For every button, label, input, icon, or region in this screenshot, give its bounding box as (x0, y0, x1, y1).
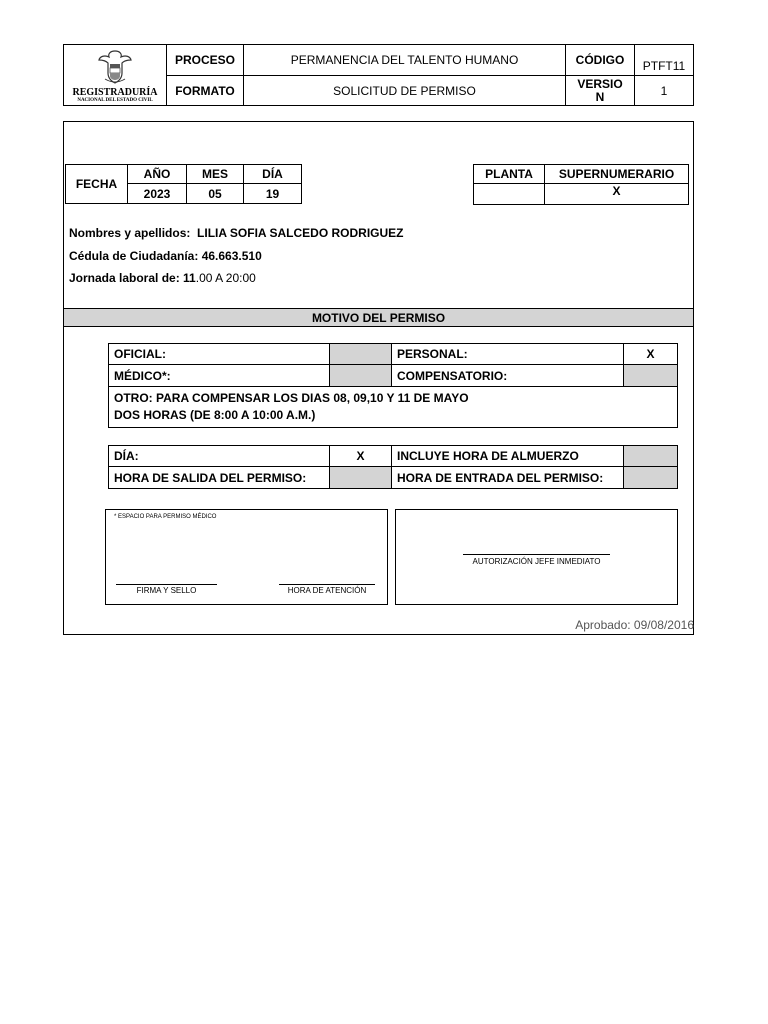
fecha-month-value: 05 (186, 183, 244, 204)
otro-line-2: DOS HORAS (DE 8:00 A 10:00 A.M.) (114, 408, 316, 422)
supernumerario-label: SUPERNUMERARIO (544, 164, 689, 184)
jornada-value-rest: .00 A 20:00 (195, 271, 256, 285)
aprobado-text: Aprobado: 09/08/2016 (575, 618, 694, 632)
dia-label: DÍA: (108, 445, 330, 467)
jornada-value-bold: 11 (183, 271, 196, 285)
otro-line-1: OTRO: PARA COMPENSAR LOS DIAS 08, 09,10 Y 11 DE MAYO (114, 391, 469, 405)
proceso-label: PROCESO (166, 44, 244, 76)
cedula-value: 46.663.510 (201, 249, 262, 263)
otro-cell (108, 386, 678, 428)
oficial-label: OFICIAL: (108, 343, 330, 365)
personal-value: X (623, 343, 678, 365)
entrada-value (623, 466, 678, 489)
codigo-label: CÓDIGO (565, 44, 635, 76)
planta-value (473, 183, 545, 205)
autorizacion-label: AUTORIZACIÓN JEFE INMEDIATO (472, 557, 601, 566)
salida-label: HORA DE SALIDA DEL PERMISO: (108, 466, 330, 489)
oficial-value (329, 343, 392, 365)
version-label (565, 75, 635, 106)
medico-value (329, 364, 392, 387)
fecha-year-label: AÑO (127, 164, 187, 184)
hora-atencion-label: HORA DE ATENCIÓN (287, 586, 367, 595)
codigo-value (634, 44, 694, 76)
planta-label: PLANTA (473, 164, 545, 184)
fecha-month-label: MES (186, 164, 244, 184)
jefe-signature-box (395, 509, 678, 605)
version-label-line1: VERSIO (577, 76, 623, 91)
firma-sello-line (116, 584, 217, 585)
name-value: LILIA SOFIA SALCEDO RODRIGUEZ (197, 226, 404, 240)
jornada-line (69, 270, 256, 286)
almuerzo-value (623, 445, 678, 467)
proceso-value: PERMANENCIA DEL TALENTO HUMANO (243, 44, 566, 76)
version-label-line2: N (595, 89, 605, 104)
logo-cell (63, 44, 167, 106)
formato-value: SOLICITUD DE PERMISO (243, 75, 566, 106)
fecha-label: FECHA (65, 164, 128, 204)
dia-value: X (329, 445, 392, 467)
motivo-title: MOTIVO DEL PERMISO (63, 308, 694, 327)
entrada-label: HORA DE ENTRADA DEL PERMISO: (391, 466, 624, 489)
version-value: 1 (634, 75, 694, 106)
jornada-label: Jornada laboral de: (69, 271, 180, 285)
cedula-line (69, 248, 262, 264)
codigo-value-text: PTFT11 (642, 59, 686, 73)
salida-value (329, 466, 392, 489)
logo-text: REGISTRADURÍA (72, 87, 158, 98)
medico-signature-box (105, 509, 388, 605)
cedula-label: Cédula de Ciudadanía: (69, 249, 199, 263)
name-line (69, 225, 404, 241)
medico-label: MÉDICO*: (108, 364, 330, 387)
logo-subtext: NACIONAL DEL ESTADO CIVIL (77, 98, 153, 103)
hora-atencion-line (279, 584, 375, 585)
firma-sello-label: FIRMA Y SELLO (136, 586, 197, 595)
personal-label: PERSONAL: (391, 343, 624, 365)
autorizacion-line (463, 554, 610, 555)
compensatorio-label: COMPENSATORIO: (391, 364, 624, 387)
fecha-day-value: 19 (243, 183, 302, 204)
fecha-year-value: 2023 (127, 183, 187, 204)
almuerzo-label: INCLUYE HORA DE ALMUERZO (391, 445, 624, 467)
fecha-day-label: DÍA (243, 164, 302, 184)
medico-note: * ESPACIO PARA PERMISO MÉDICO (114, 514, 217, 520)
supernumerario-value: X (544, 183, 689, 205)
compensatorio-value (623, 364, 678, 387)
name-label: Nombres y apellidos: (69, 226, 191, 240)
formato-label: FORMATO (166, 75, 244, 106)
coat-of-arms-icon (95, 49, 135, 85)
